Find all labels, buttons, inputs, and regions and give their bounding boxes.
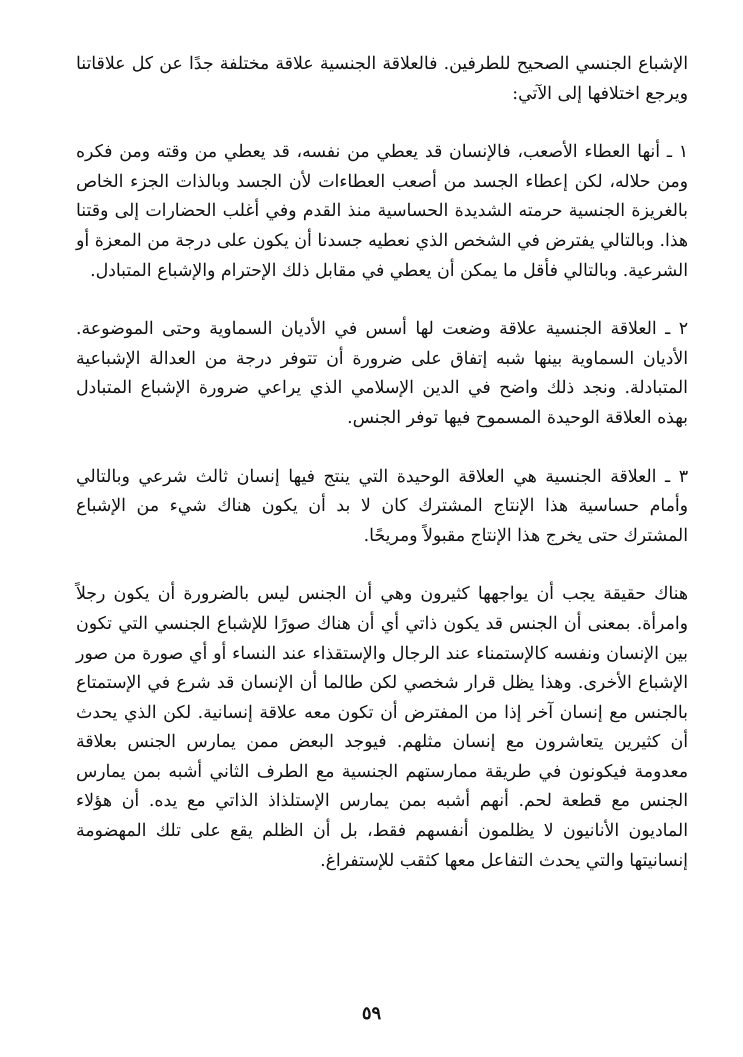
document-body	[76, 50, 688, 876]
paragraph-point-2: ٢ ـ العلاقة الجنسية علاقة وضعت لها أسس في الأديان السماوية وحتى الموضوعة. الأديان السماوية بينها شبه إتفاق على ضرورة أن تتوفر درجة من العدالة الإشباعية المتبادلة. ونجد ذلك واضح في الدين الإسلامي الذي يراعي ضرورة الإشباع المتبادل بهذه العلاقة الوحيدة المسموح فيها توفر الجنس.	[76, 319, 688, 428]
paragraph-point-3: ٣ ـ العلاقة الجنسية هي العلاقة الوحيدة التي ينتج فيها إنسان ثالث شرعي وبالتالي وأمام حساسية هذا الإنتاج المشترك كان لا بد أن يكون هناك شيء من الإشباع المشترك حتى يخرج هذا الإنتاج مقبولاً ومريحًا.	[76, 466, 688, 546]
paragraph-intro: الإشباع الجنسي الصحيح للطرفين. فالعلاقة الجنسية علاقة مختلفة جدًا عن كل علاقاتنا ويرجع اختلافها إلى الآتي:	[76, 54, 688, 104]
paragraph-point-1: ١ ـ أنها العطاء الأصعب، فالإنسان قد يعطي من نفسه، قد يعطي من وقته ومن فكره ومن حلاله، لكن إعطاء الجسد من أصعب العطاءات لأن الجسد وبالذات الجزء الخاص بالغريزة الجنسية حرمته الشديدة الحساسية منذ القدم وفي أغلب الحضارات إلى وقتنا هذا. وبالتالي يفترض في الشخص الذي نعطيه جسدنا أن يكون على درجة من المعزة أو الشرعية. وبالتالي فأقل ما يمكن أن يعطي في مقابل ذلك الإحترام والإشباع المتبادل.	[76, 142, 688, 281]
page-number: ٥٩	[361, 1003, 382, 1024]
paragraph-conclusion: هناك حقيقة يجب أن يواجهها كثيرون وهي أن الجنس ليس بالضرورة أن يكون رجلاً وامرأة. بمعنى أن الجنس قد يكون ذاتي أي أن هناك صورًا للإشباع الجنسي التي تكون بين الإنسان ونفسه كالإستمناء عند الرجال والإستقذاء عند النساء أو أي صورة من صور الإشباع الأخرى. وهذا يظل قرار شخصي لكن طالما أن الإنسان قد شرع في الإستمتاع بالجنس مع إنسان آخر إذا من المفترض أن تكون معه علاقة إنسانية. لكن الذي يحدث أن كثيرين يتعاشرون مع إنسان مثلهم. فيوجد البعض ممن يمارس الجنس بعلاقة معدومة فيكونون في طريقة ممارستهم الجنسية مع الطرف الثاني أشبه بمن يمارس الجنس مع قطعة لحم. أنهم أشبه بمن يمارس الإستلذاذ الذاتي مع يده. أن هؤلاء الماديون الأنانيون لا يظلمون أنفسهم فقط، بل أن الظلم يقع على تلك المهضومة إنسانيتها والتي يحدث التفاعل معها كثقب للإستفراغ.	[76, 584, 688, 871]
